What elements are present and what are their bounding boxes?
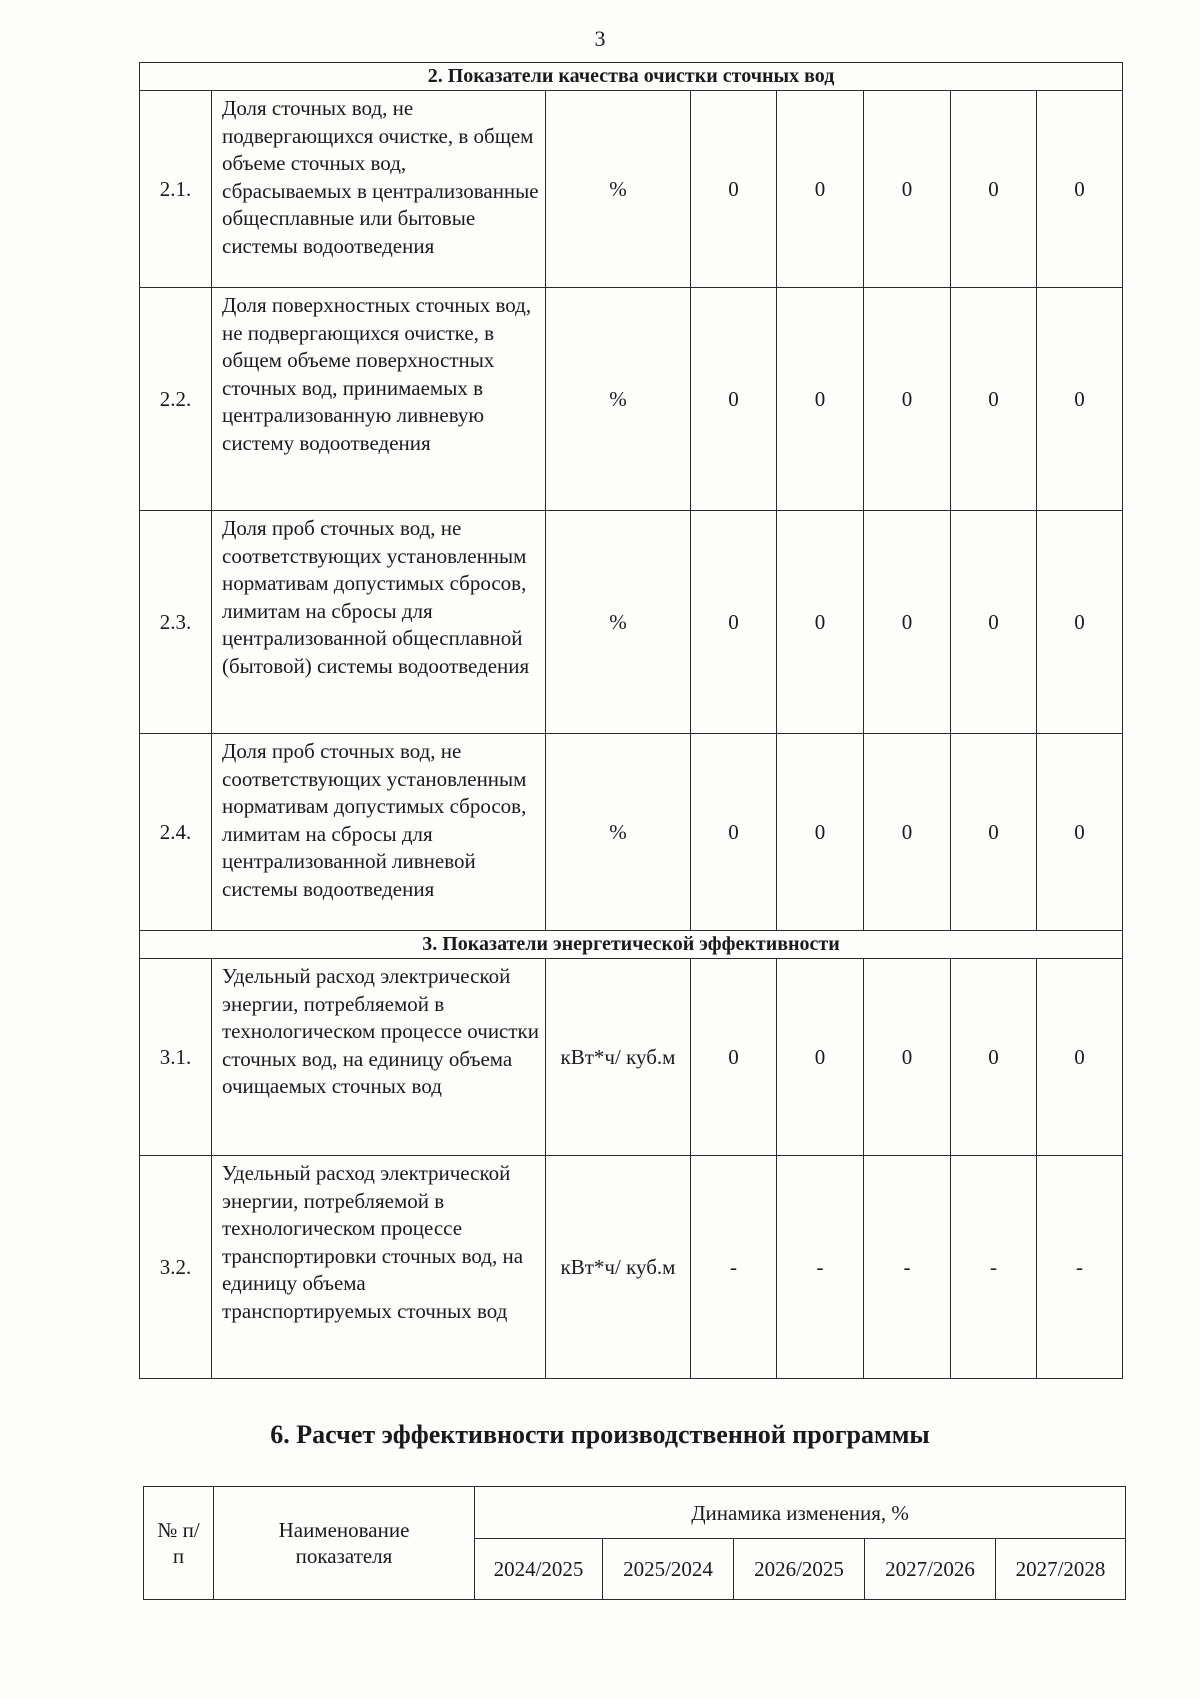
value-cell: 0 xyxy=(777,91,864,288)
section-title: 2. Показатели качества очистки сточных вод xyxy=(140,63,1123,91)
value-cell: 0 xyxy=(1037,91,1123,288)
unit-cell: кВт*ч/ куб.м xyxy=(546,959,691,1156)
column-header-number: № п/п xyxy=(144,1487,214,1600)
column-header-name: Наименование показателя xyxy=(214,1487,475,1600)
value-cell: 0 xyxy=(1037,959,1123,1156)
column-header-period: 2025/2024 xyxy=(603,1539,734,1600)
section-title: 3. Показатели энергетической эффективности xyxy=(140,931,1123,959)
section-header xyxy=(140,63,1123,91)
value-cell: 0 xyxy=(1037,288,1123,511)
value-cell: 0 xyxy=(691,288,777,511)
value-cell: 0 xyxy=(951,91,1037,288)
value-cell: 0 xyxy=(777,288,864,511)
section-header xyxy=(140,931,1123,959)
indicator-name: Доля проб сточных вод, не соответствующих установленным нормативам допустимых сбросов, лимитам на сбросы для централизованной ливневой системы водоотведения xyxy=(212,734,546,931)
unit-cell: кВт*ч/ куб.м xyxy=(546,1156,691,1379)
unit-cell: % xyxy=(546,288,691,511)
value-cell: 0 xyxy=(1037,734,1123,931)
value-cell: 0 xyxy=(1037,511,1123,734)
value-cell: 0 xyxy=(691,734,777,931)
value-cell: 0 xyxy=(864,959,951,1156)
row-number: 3.1. xyxy=(140,959,212,1156)
value-cell: - xyxy=(691,1156,777,1379)
page-number: 3 xyxy=(594,26,606,51)
value-cell: 0 xyxy=(864,734,951,931)
value-cell: 0 xyxy=(777,511,864,734)
row-number: 3.2. xyxy=(140,1156,212,1379)
value-cell: - xyxy=(777,1156,864,1379)
column-header-period: 2026/2025 xyxy=(734,1539,865,1600)
unit-cell: % xyxy=(546,734,691,931)
value-cell: 0 xyxy=(777,734,864,931)
table-row xyxy=(140,959,1123,1156)
column-header-dynamics: Динамика изменения, % xyxy=(475,1487,1126,1539)
table-row xyxy=(140,734,1123,931)
value-cell: 0 xyxy=(691,511,777,734)
row-number: 2.1. xyxy=(140,91,212,288)
value-cell: - xyxy=(951,1156,1037,1379)
value-cell: 0 xyxy=(777,959,864,1156)
indicator-name: Удельный расход электрической энергии, потребляемой в технологическом процессе очистки сточных вод, на единицу объема очищаемых сточных вод xyxy=(212,959,546,1156)
value-cell: 0 xyxy=(951,959,1037,1156)
row-number: 2.3. xyxy=(140,511,212,734)
unit-cell: % xyxy=(546,91,691,288)
unit-cell: % xyxy=(546,511,691,734)
column-header-period: 2027/2026 xyxy=(865,1539,996,1600)
value-cell: 0 xyxy=(864,91,951,288)
row-number: 2.2. xyxy=(140,288,212,511)
indicator-name: Доля проб сточных вод, не соответствующих установленным нормативам допустимых сбросов, лимитам на сбросы для централизованной общесплавной (бытовой) системы водоотведения xyxy=(212,511,546,734)
indicator-name: Доля сточных вод, не подвергающихся очистке, в общем объеме сточных вод, сбрасываемых в централизованные общесплавные или бытовые системы водоотведения xyxy=(212,91,546,288)
value-cell: - xyxy=(1037,1156,1123,1379)
indicators-table xyxy=(139,62,1123,1379)
indicator-name: Доля поверхностных сточных вод, не подвергающихся очистке, в общем объеме поверхностных сточных вод, принимаемых в централизованную ливневую систему водоотведения xyxy=(212,288,546,511)
value-cell: 0 xyxy=(691,91,777,288)
table-row xyxy=(140,288,1123,511)
value-cell: 0 xyxy=(951,288,1037,511)
value-cell: 0 xyxy=(691,959,777,1156)
column-header-period: 2027/2028 xyxy=(996,1539,1126,1600)
value-cell: 0 xyxy=(951,511,1037,734)
value-cell: 0 xyxy=(864,511,951,734)
table-row xyxy=(140,1156,1123,1379)
indicator-name: Удельный расход электрической энергии, потребляемой в технологическом процессе транспортировки сточных вод, на единицу объема транспортируемых сточных вод xyxy=(212,1156,546,1379)
table-row xyxy=(140,511,1123,734)
row-number: 2.4. xyxy=(140,734,212,931)
value-cell: - xyxy=(864,1156,951,1379)
section-6-title: 6. Расчет эффективности производственной программы xyxy=(270,1420,930,1449)
efficiency-table xyxy=(143,1486,1126,1600)
value-cell: 0 xyxy=(864,288,951,511)
table-row xyxy=(140,91,1123,288)
value-cell: 0 xyxy=(951,734,1037,931)
column-header-period: 2024/2025 xyxy=(475,1539,603,1600)
